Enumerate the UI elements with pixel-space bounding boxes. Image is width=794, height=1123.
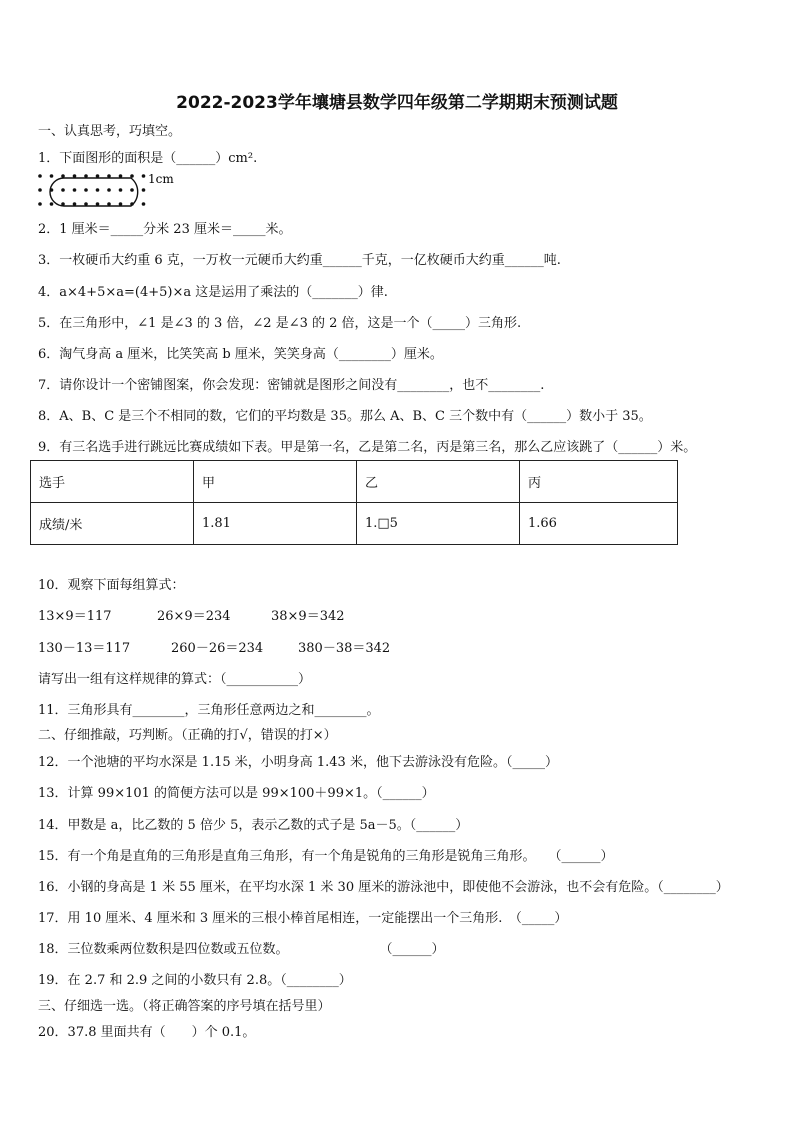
- table-header-cell: 丙: [520, 461, 678, 503]
- grid-dot: [119, 202, 123, 206]
- equation: 26×9＝234: [157, 609, 231, 624]
- unit-label: 1cm: [148, 172, 174, 186]
- section-1-heading: 一、认真思考，巧填空。: [38, 124, 182, 139]
- grid-dot: [107, 188, 111, 192]
- grid-dot: [96, 188, 100, 192]
- question-18: 18．三位数乘两位数积是四位数或五位数。 （______）: [38, 942, 445, 957]
- question-17: 17．用 10 厘米、4 厘米和 3 厘米的三根小棒首尾相连，一定能摆出一个三角形. （_____）: [38, 911, 568, 926]
- table-cell: 1.66: [520, 503, 678, 545]
- grid-dot: [96, 174, 100, 178]
- grid-dot: [73, 188, 77, 192]
- question-2: 2．1 厘米＝_____分米 23 厘米＝_____米。: [38, 222, 292, 237]
- grid-dot: [50, 202, 54, 206]
- question-12: 12．一个池塘的平均水深是 1.15 米，小明身高 1.43 米，他下去游泳没有危险。（_____）: [38, 755, 558, 770]
- grid-dot: [38, 174, 42, 178]
- grid-dot: [130, 188, 134, 192]
- question-5: 5．在三角形中，∠1 是∠3 的 3 倍，∠2 是∠3 的 2 倍，这是一个（_____）三角形.: [38, 316, 522, 331]
- section-3-heading: 三、仔细选一选。（将正确答案的序号填在括号里）: [38, 999, 331, 1014]
- grid-dot: [61, 188, 65, 192]
- question-19: 19．在 2.7 和 2.9 之间的小数只有 2.8。（________）: [38, 973, 352, 988]
- table-header-cell: 选手: [31, 461, 194, 503]
- question-15: 15．有一个角是直角的三角形是直角三角形，有一个角是锐角的三角形是锐角三角形。 （______）: [38, 849, 614, 864]
- grid-dot: [61, 174, 65, 178]
- grid-dot: [107, 202, 111, 206]
- grid-dot: [38, 202, 42, 206]
- grid-dot: [107, 174, 111, 178]
- grid-dot: [130, 174, 134, 178]
- table-header-cell: 甲: [194, 461, 357, 503]
- question-10: 10．观察下面每组算式：: [38, 578, 185, 593]
- question-3: 3．一枚硬币大约重 6 克，一万枚一元硬币大约重______千克，一亿枚硬币大约重______吨.: [38, 253, 561, 268]
- grid-dot: [142, 188, 146, 192]
- question-6: 6．淘气身高 a 厘米，比笑笑高 b 厘米，笑笑身高（________）厘米。: [38, 347, 443, 362]
- question-4: 4．a×4+5×a=(4+5)×a 这是运用了乘法的（_______）律.: [38, 285, 388, 300]
- question-13: 13．计算 99×101 的简便方法可以是 99×100＋99×1。（______）: [38, 786, 435, 801]
- table-cell: 1.□5: [357, 503, 520, 545]
- question-10-ask: 请写出一组有这样规律的算式：（___________）: [38, 672, 312, 687]
- grid-dot: [84, 188, 88, 192]
- grid-dot: [50, 174, 54, 178]
- page-title: 2022-2023学年壤塘县数学四年级第二学期期末预测试题: [176, 93, 618, 113]
- section-2-heading: 二、仔细推敲，巧判断。（正确的打√，错误的打×）: [38, 728, 337, 743]
- score-table: [30, 460, 678, 545]
- question-20: 20．37.8 里面共有（ ）个 0.1。: [38, 1025, 256, 1040]
- dot-grid-figure: [36, 170, 196, 214]
- table-cell: 成绩/米: [31, 503, 194, 545]
- question-11: 11．三角形具有________，三角形任意两边之和________。: [38, 703, 380, 718]
- equation: 130－13＝117: [38, 641, 131, 656]
- question-7: 7．请你设计一个密铺图案，你会发现：密铺就是图形之间没有________，也不________.: [38, 378, 545, 393]
- grid-dot: [73, 174, 77, 178]
- grid-dot: [84, 202, 88, 206]
- table-row: [31, 503, 678, 545]
- question-8: 8．A、B、C 是三个不相同的数，它们的平均数是 35。那么 A、B、C 三个数中有（______）数小于 35。: [38, 409, 652, 424]
- grid-dot: [119, 188, 123, 192]
- grid-dot: [73, 202, 77, 206]
- grid-dot: [84, 174, 88, 178]
- question-1: 1．下面图形的面积是（______）cm².: [38, 151, 258, 166]
- grid-dot: [142, 202, 146, 206]
- table-cell: 1.81: [194, 503, 357, 545]
- question-14: 14．甲数是 a，比乙数的 5 倍少 5，表示乙数的式子是 5a－5。（______）: [38, 818, 469, 833]
- table-row: [31, 461, 678, 503]
- question-16: 16．小钢的身高是 1 米 55 厘米，在平均水深 1 米 30 厘米的游泳池中，即使他不会游泳，也不会有危险。（________）: [38, 880, 729, 895]
- grid-dot: [119, 174, 123, 178]
- table-header-cell: 乙: [357, 461, 520, 503]
- equation: 380－38＝342: [298, 641, 391, 656]
- equation: 38×9＝342: [271, 609, 345, 624]
- question-9: 9．有三名选手进行跳远比赛成绩如下表。甲是第一名，乙是第二名，丙是第三名，那么乙应该跳了（______）米。: [38, 440, 697, 455]
- equation: 260－26＝234: [171, 641, 264, 656]
- grid-dot: [96, 202, 100, 206]
- equation: 13×9＝117: [38, 609, 112, 624]
- rounded-shape-outline: [50, 178, 138, 206]
- grid-dot: [142, 174, 146, 178]
- grid-dot: [38, 188, 42, 192]
